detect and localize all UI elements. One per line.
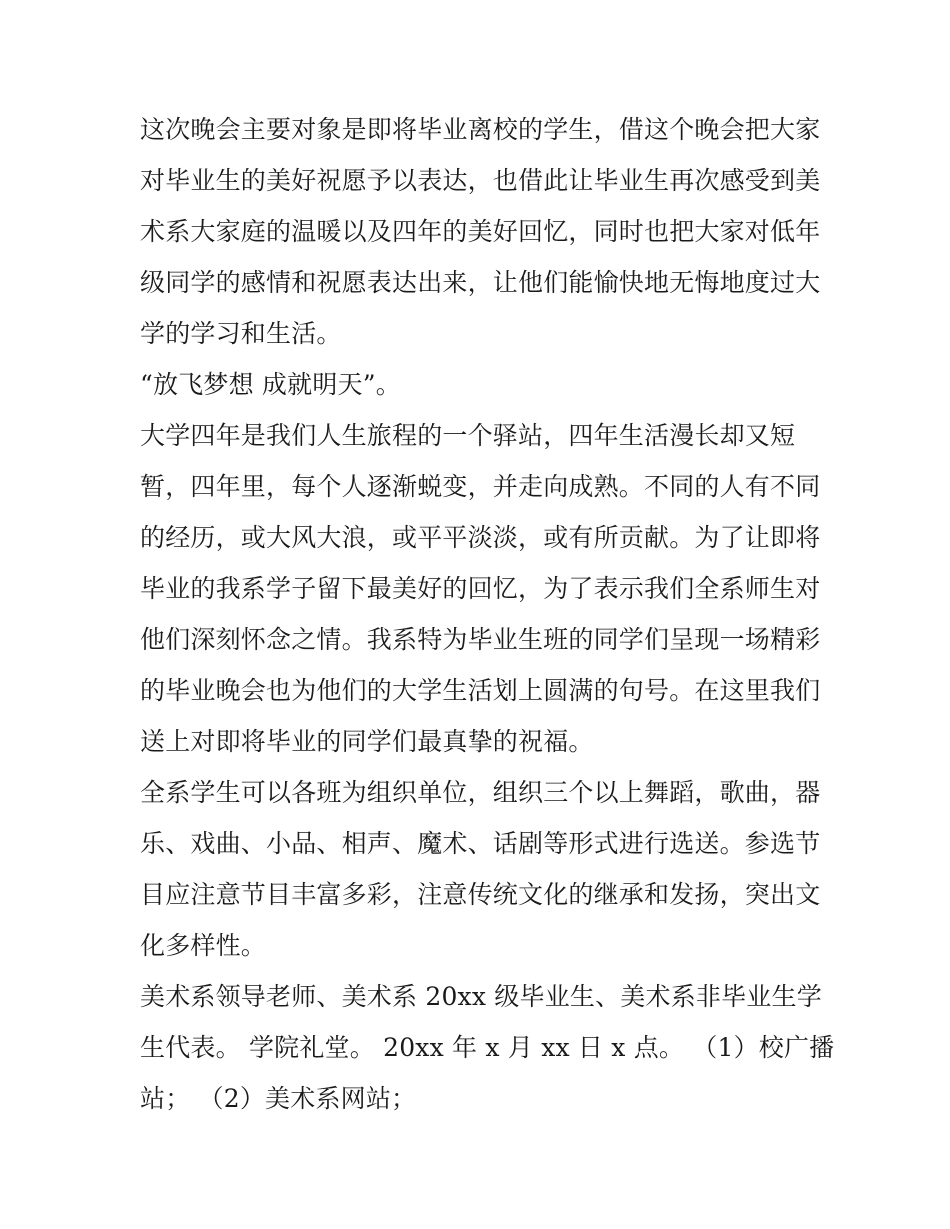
text-line: 全系学生可以各班为组织单位，组织三个以上舞蹈，歌曲，器 <box>140 778 821 807</box>
text-line: 学的学习和生活。 <box>140 319 342 348</box>
text-line: 化多样性。 <box>140 931 267 960</box>
text-line: 的毕业晚会也为他们的大学生活划上圆满的句号。在这里我们 <box>140 676 821 705</box>
text-line: 级同学的感情和祝愿表达出来，让他们能愉快地无悔地度过大 <box>140 268 821 297</box>
text-line: 对毕业生的美好祝愿予以表达，也借此让毕业生再次感受到美 <box>140 166 821 195</box>
text-line: 目应注意节目丰富多彩，注意传统文化的继承和发扬，突出文 <box>140 880 821 909</box>
text-line: 大学四年是我们人生旅程的一个驿站，四年生活漫长却又短 <box>140 421 796 450</box>
text-line: 生代表。 学院礼堂。 20xx 年 x 月 xx 日 x 点。 （1）校广播 <box>140 1033 835 1062</box>
text-line: 站； （2）美术系网站； <box>140 1084 417 1113</box>
text-line: 他们深刻怀念之情。我系特为毕业生班的同学们呈现一场精彩 <box>140 625 821 654</box>
text-line: “放飞梦想 成就明天”。 <box>140 370 401 399</box>
text-line: 毕业的我系学子留下最美好的回忆，为了表示我们全系师生对 <box>140 574 821 603</box>
text-line: 乐、戏曲、小品、相声、魔术、话剧等形式进行选送。参选节 <box>140 829 821 858</box>
text-line: 美术系领导老师、美术系 20xx 级毕业生、美术系非毕业生学 <box>140 982 822 1011</box>
text-line: 的经历，或大风大浪，或平平淡淡，或有所贡献。为了让即将 <box>140 523 821 552</box>
text-line: 这次晚会主要对象是即将毕业离校的学生，借这个晚会把大家 <box>140 115 821 144</box>
document-body <box>140 104 835 1124</box>
text-line: 送上对即将毕业的同学们最真挚的祝福。 <box>140 727 594 756</box>
text-line: 暂，四年里，每个人逐渐蜕变，并走向成熟。不同的人有不同 <box>140 472 821 501</box>
text-line: 术系大家庭的温暖以及四年的美好回忆，同时也把大家对低年 <box>140 217 821 246</box>
